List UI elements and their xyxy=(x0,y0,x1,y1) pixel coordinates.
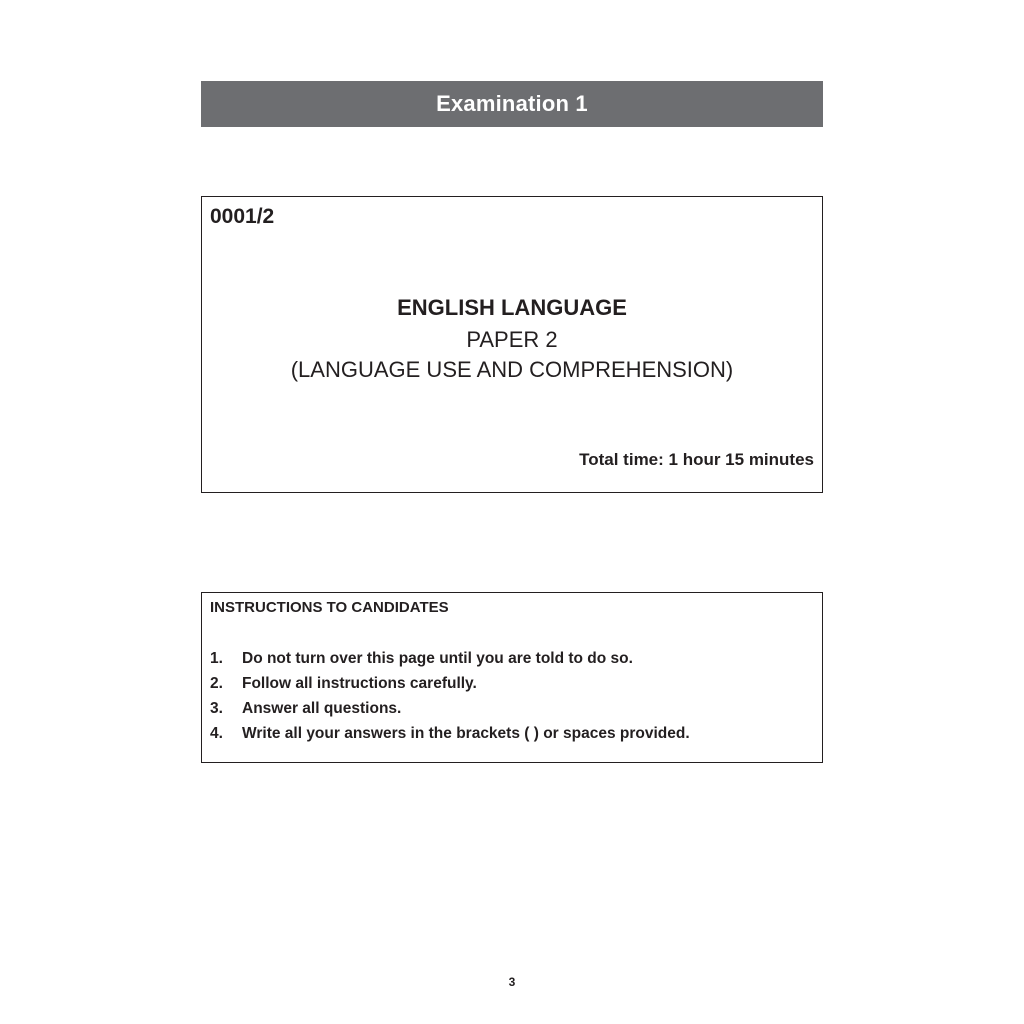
instructions-list xyxy=(210,649,690,749)
instructions-box xyxy=(201,592,823,763)
instruction-text: Do not turn over this page until you are told to do so. xyxy=(242,650,633,667)
paper-details-box xyxy=(201,196,823,493)
subject-title: ENGLISH LANGUAGE xyxy=(397,295,627,320)
instruction-number: 4. xyxy=(210,725,223,742)
instruction-text: Write all your answers in the brackets ( ) or spaces provided. xyxy=(242,725,690,742)
total-time: Total time: 1 hour 15 minutes xyxy=(579,450,814,469)
instruction-text: Answer all questions. xyxy=(242,700,402,717)
instructions-heading: INSTRUCTIONS TO CANDIDATES xyxy=(210,599,449,616)
instruction-number: 3. xyxy=(210,700,223,717)
instruction-item xyxy=(210,699,690,724)
instruction-number: 2. xyxy=(210,675,223,692)
instruction-text: Follow all instructions carefully. xyxy=(242,675,477,692)
instruction-number: 1. xyxy=(210,650,223,667)
exam-title: Examination 1 xyxy=(436,91,588,116)
instruction-item xyxy=(210,649,690,674)
paper-code: 0001/2 xyxy=(210,205,275,228)
instruction-item xyxy=(210,674,690,699)
paper-description: (LANGUAGE USE AND COMPREHENSION) xyxy=(290,357,734,382)
paper-number: PAPER 2 xyxy=(466,327,558,352)
page-number: 3 xyxy=(508,975,516,989)
instruction-item xyxy=(210,724,690,749)
exam-title-banner xyxy=(201,81,823,127)
